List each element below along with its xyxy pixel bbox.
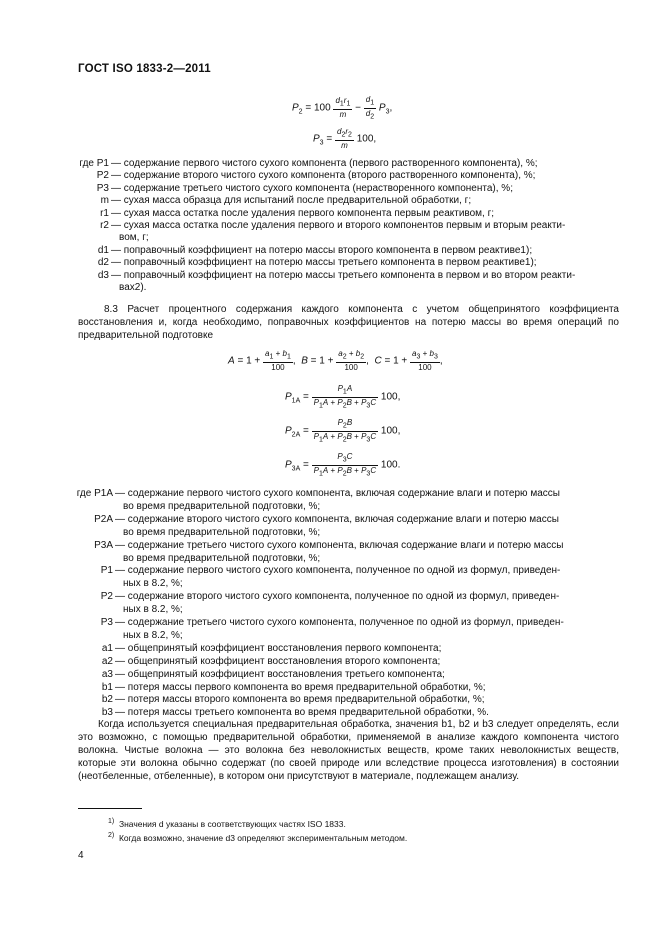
definition-text: во время предварительной подготовки, %; bbox=[123, 500, 321, 512]
definition-symbol: d3 bbox=[97, 269, 109, 281]
definition-text: — потеря массы второго компонента во время предварительной обработки, %; bbox=[115, 694, 485, 706]
definition-text: ных в 8.2, %; bbox=[123, 578, 183, 590]
footnote-separator bbox=[78, 808, 142, 809]
definition-text: — сухая масса образца для испытаний после предварительной обработки, г; bbox=[111, 195, 472, 207]
definition-text: — общепринятый коэффициент восстановления второго компонента; bbox=[115, 655, 441, 667]
definition-symbol: P2 bbox=[96, 170, 109, 182]
definition-symbol: где P1 bbox=[79, 158, 109, 169]
definition-text: — содержание третьего чистого сухого компонента, включая содержание влаги и потерю массы bbox=[115, 539, 564, 551]
definition-symbol: P3A bbox=[94, 539, 113, 551]
definition-symbol: a1 bbox=[101, 642, 113, 654]
closing-paragraph: Когда используется специальная предварительная обработка, значения b1, b2 и b3 следует определять, если это возможно, с помощью предварительной обработки, применяемой в анализе каждого компонента чистого волокна. Чистые волокна — это волокна без неволокнистых веществ, кроме таких неволокнистых веществ, которые эти волокна обычно содержат (по своей природе или вследствие процесса изготовления) в состоянии (неотбеленные, отбеленные), в котором они присутствуют в материале, подлежащем анализу. bbox=[78, 719, 619, 782]
definition-text: — содержание первого чистого сухого компонента, полученное по одной из формул, приведен- bbox=[115, 565, 561, 577]
definition-text: — потеря массы первого компонента во время предварительной обработки, %; bbox=[115, 681, 486, 693]
definition-text: — сухая масса остатка после удаления первого компонента первым реактивом, г; bbox=[111, 207, 495, 219]
definition-text: во время предварительной подготовки, %; bbox=[123, 526, 321, 538]
definition-symbol: P3 bbox=[100, 617, 113, 628]
definition-symbol: P3 bbox=[96, 182, 109, 194]
definition-symbol: d1 bbox=[97, 244, 109, 256]
definition-text: — содержание третьего чистого сухого компонента, полученное по одной из формул, приведен- bbox=[115, 617, 564, 628]
definition-text: вах2). bbox=[119, 282, 147, 293]
definition-symbol: где P1A bbox=[76, 488, 113, 499]
definition-symbol: a3 bbox=[101, 668, 113, 680]
formula-p1a: $P_{1A}$ = $\frac{P_1A}{P_1A + P_2B + P_3C}$ 100, bbox=[285, 384, 401, 410]
definition-symbol: r2 bbox=[100, 220, 109, 231]
formula-p3: $P_3$ = $\frac{d_2r_2}{m}$ 100, bbox=[313, 127, 377, 150]
definition-text: — содержание второго чистого сухого компонента, полученное по одной из формул, приведен- bbox=[115, 591, 560, 603]
definition-text: — содержание первого чистого сухого компонента (первого растворенного компонента), %; bbox=[111, 158, 538, 169]
definition-text: — сухая масса остатка после удаления первого и второго компонентов первым и вторым реакти- bbox=[111, 220, 566, 231]
definition-text: — содержание второго чистого сухого компонента, включая содержание влаги и потерю массы bbox=[115, 513, 559, 525]
definition-symbol: P1 bbox=[100, 565, 113, 577]
definition-symbol: d2 bbox=[97, 257, 109, 269]
definition-text: — общепринятый коэффициент восстановления первого компонента; bbox=[115, 642, 442, 654]
formula-p2a: $P_{2A}$ = $\frac{P_2B}{P_1A + P_2B + P_3C}$ 100, bbox=[285, 418, 401, 444]
definition-symbol: m bbox=[100, 195, 109, 207]
definition-text: — общепринятый коэффициент восстановления третьего компонента; bbox=[115, 668, 445, 680]
definition-text: ных в 8.2, %; bbox=[123, 604, 183, 616]
formula-abc: A = 1 + $\frac{a_1 + b_1}{100}$ , B = 1 + $\frac{a_2 + b_2}{100}$ , C = 1 + $\frac{a_3 + b_3}{100}$ , bbox=[228, 349, 443, 372]
definition-symbol: r1 bbox=[100, 207, 109, 219]
footnote-2: $^{2)}$ Когда возможно, значение d3 определяют экспериментальным методом. bbox=[108, 832, 408, 843]
definition-text: во время предварительной подготовки, %; bbox=[123, 552, 321, 564]
formula-p3a: $P_{3A}$ = $\frac{P_3C}{P_1A + P_2B + P_3C}$ 100. bbox=[285, 452, 401, 478]
definition-symbol: b2 bbox=[101, 694, 113, 706]
definition-text: ных в 8.2, %; bbox=[123, 629, 183, 641]
definition-symbol: a2 bbox=[101, 655, 113, 667]
definition-symbol: P2A bbox=[94, 513, 113, 525]
definition-text: — потеря массы третьего компонента во время предварительной обработки, %. bbox=[115, 707, 489, 719]
definition-symbol: b3 bbox=[101, 707, 113, 719]
formula-p2: $P_2 = 100$ $\frac{d_1r_1}{m}$ − $\frac{d_1}{d_2}$ $P_3$, bbox=[292, 95, 393, 121]
definition-text: — поправочный коэффициент на потерю массы второго компонента в первом реактиве1); bbox=[111, 244, 533, 256]
footnote-1: $^{1)}$ Значения d указаны в соответствующих частях ISO 1833. bbox=[108, 818, 346, 829]
definition-text: — поправочный коэффициент на потерю массы третьего компонента в первом и во втором реакти- bbox=[111, 269, 576, 281]
definition-text: — содержание второго чистого сухого компонента (второго растворенного компонента), %; bbox=[111, 170, 536, 182]
page-number: 4 bbox=[78, 850, 84, 861]
definition-text: — содержание третьего чистого сухого компонента (нерастворенного компонента), %; bbox=[111, 182, 513, 194]
definition-symbol: P2 bbox=[100, 591, 113, 603]
definition-text: вом, г; bbox=[119, 232, 149, 244]
definition-symbol: b1 bbox=[101, 681, 113, 693]
section-8-3: 8.3 Расчет процентного содержания каждого компонента с учетом общепринятого коэффициента восстановления и, когда необходимо, поправочных коэффициентов на потерю массы во время операций по предварительной подготовке bbox=[78, 304, 619, 341]
definition-text: — поправочный коэффициент на потерю массы третьего компонента в первом реактиве1); bbox=[111, 257, 537, 269]
definition-text: — содержание первого чистого сухого компонента, включая содержание влаги и потерю массы bbox=[115, 488, 560, 499]
document-header: ГОСТ ISO 1833-2—2011 bbox=[78, 63, 211, 75]
